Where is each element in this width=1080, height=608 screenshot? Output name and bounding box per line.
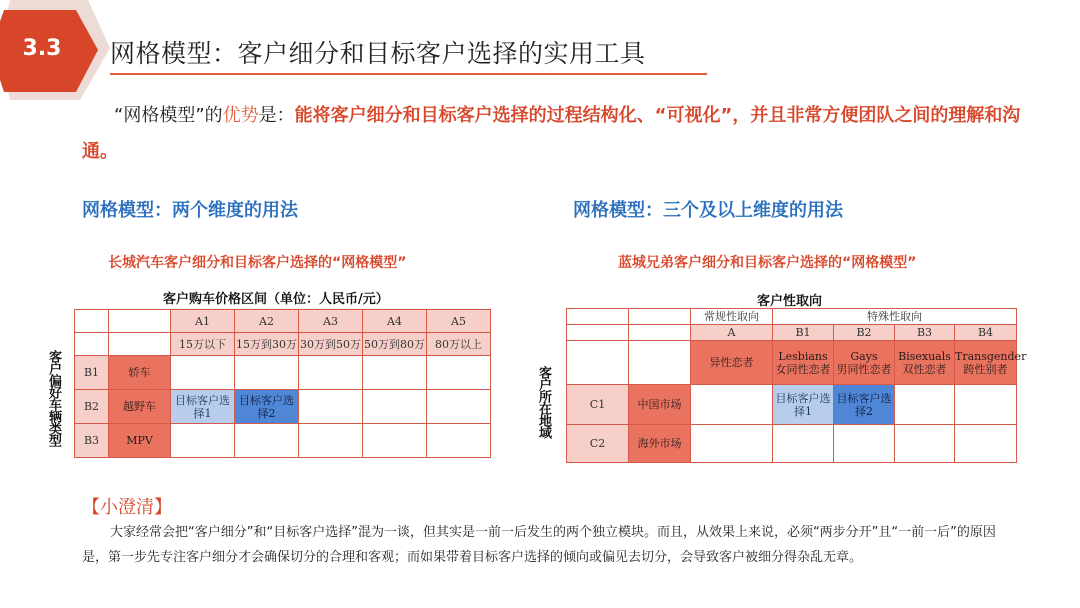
row-code: B3 bbox=[75, 424, 109, 458]
column-label-cn: 男同性恋者 bbox=[836, 362, 892, 376]
intro-highlight: 优势 bbox=[222, 105, 259, 126]
column-code: B3 bbox=[895, 325, 955, 341]
row-label: 越野车 bbox=[109, 390, 171, 424]
column-code: A1 bbox=[171, 310, 235, 333]
row-label: MPV bbox=[109, 424, 171, 458]
left-table-caption: 长城汽车客户细分和目标客户选择的“网格模型” bbox=[108, 255, 407, 271]
grid-cell bbox=[171, 356, 235, 390]
grid-cell bbox=[235, 424, 299, 458]
grid-cell bbox=[363, 356, 427, 390]
grid-cell bbox=[171, 424, 235, 458]
column-range: 15万以下 bbox=[171, 333, 235, 356]
corner-cell bbox=[629, 341, 691, 385]
right-grid-table bbox=[566, 308, 1027, 463]
column-label bbox=[773, 341, 834, 385]
column-label bbox=[895, 341, 955, 385]
grid-cell bbox=[834, 425, 895, 463]
left-section-title: 网格模型：两个维度的用法 bbox=[82, 200, 298, 221]
right-y-axis-title: 客户所在地域 bbox=[536, 366, 551, 438]
column-code: B4 bbox=[955, 325, 1017, 341]
target-cell-1: 目标客户选择1 bbox=[773, 385, 834, 425]
column-label-cn: 女同性恋者 bbox=[775, 362, 831, 376]
row-code: B2 bbox=[75, 390, 109, 424]
column-range: 80万以上 bbox=[427, 333, 491, 356]
corner-cell bbox=[75, 310, 109, 333]
corner-cell bbox=[75, 333, 109, 356]
page-title: 网格模型：客户细分和目标客户选择的实用工具 bbox=[110, 39, 646, 68]
group-header-regular: 常规性取向 bbox=[691, 309, 773, 325]
corner-cell bbox=[109, 333, 171, 356]
left-x-axis-title: 客户购车价格区间（单位：人民币/元） bbox=[163, 292, 389, 307]
column-label-cn: 跨性别者 bbox=[963, 362, 1008, 376]
note-body bbox=[82, 520, 1012, 570]
intro-text-2: 是： bbox=[258, 105, 295, 126]
column-code: B1 bbox=[773, 325, 834, 341]
intro-text-1: “网格模型”的 bbox=[114, 105, 223, 126]
grid-cell bbox=[427, 424, 491, 458]
grid-cell bbox=[427, 356, 491, 390]
corner-cell bbox=[567, 325, 629, 341]
column-code: A3 bbox=[299, 310, 363, 333]
corner-cell bbox=[567, 341, 629, 385]
grid-cell bbox=[955, 425, 1017, 463]
row-label: 海外市场 bbox=[629, 425, 691, 463]
grid-cell bbox=[299, 390, 363, 424]
intro-paragraph bbox=[82, 98, 1032, 170]
column-label-cn: 双性恋者 bbox=[902, 362, 947, 376]
grid-cell bbox=[895, 385, 955, 425]
column-label-en: Lesbians bbox=[778, 349, 828, 363]
grid-cell bbox=[427, 390, 491, 424]
right-section-title: 网格模型：三个及以上维度的用法 bbox=[573, 200, 843, 221]
grid-cell bbox=[363, 390, 427, 424]
column-code: A4 bbox=[363, 310, 427, 333]
grid-cell bbox=[299, 424, 363, 458]
column-range: 15万到30万 bbox=[235, 333, 299, 356]
right-table-caption: 蓝城兄弟客户细分和目标客户选择的“网格模型” bbox=[618, 255, 917, 271]
title-underline bbox=[110, 73, 707, 75]
target-cell-2: 目标客户选择2 bbox=[834, 385, 895, 425]
note-title: 【小澄清】 bbox=[82, 497, 172, 518]
section-number: 3.3 bbox=[22, 36, 62, 61]
target-cell-2: 目标客户选择2 bbox=[235, 390, 299, 424]
column-label bbox=[955, 341, 1027, 385]
grid-cell bbox=[691, 385, 773, 425]
corner-cell bbox=[567, 309, 629, 325]
group-header-special: 特殊性取向 bbox=[773, 309, 1017, 325]
right-x-axis-title: 客户性取向 bbox=[757, 294, 823, 309]
column-code: A2 bbox=[235, 310, 299, 333]
column-range: 50万到80万 bbox=[363, 333, 427, 356]
column-code: A bbox=[691, 325, 773, 341]
grid-cell bbox=[955, 385, 1017, 425]
column-label bbox=[834, 341, 895, 385]
corner-cell bbox=[109, 310, 171, 333]
row-code: B1 bbox=[75, 356, 109, 390]
intro-emphasis: 能将客户细分和目标客户选择的过程结构化、“可视化”，并且非常方便团队之间的理解和沟通。 bbox=[82, 105, 1021, 162]
target-cell-1: 目标客户选择1 bbox=[171, 390, 235, 424]
column-label-en: Gays bbox=[850, 349, 878, 363]
grid-cell bbox=[299, 356, 363, 390]
grid-cell bbox=[773, 425, 834, 463]
column-label-en: Bisexuals bbox=[898, 349, 951, 363]
left-y-axis-title: 客户偏好车辆类型 bbox=[46, 350, 61, 446]
left-grid-table bbox=[74, 309, 491, 458]
column-code: A5 bbox=[427, 310, 491, 333]
column-range: 30万到50万 bbox=[299, 333, 363, 356]
grid-cell bbox=[235, 356, 299, 390]
row-code: C1 bbox=[567, 385, 629, 425]
grid-cell bbox=[691, 425, 773, 463]
note-body-text: 大家经常会把“客户细分”和“目标客户选择”混为一谈，但其实是一前一后发生的两个独立模块。而且，从效果上来说，必须“两步分开”且“一前一后”的原因是，第一步先专注客户细分才会确保切分的合理和客观；而如果带着目标客户选择的倾向或偏见去切分，会导致客户被细分得杂乱无章。 bbox=[82, 525, 996, 565]
corner-cell bbox=[629, 309, 691, 325]
column-code: B2 bbox=[834, 325, 895, 341]
column-label-en: Transgender bbox=[955, 349, 1027, 363]
row-code: C2 bbox=[567, 425, 629, 463]
row-label: 中国市场 bbox=[629, 385, 691, 425]
grid-cell bbox=[895, 425, 955, 463]
corner-cell bbox=[629, 325, 691, 341]
row-label: 轿车 bbox=[109, 356, 171, 390]
column-label: 异性恋者 bbox=[691, 341, 773, 385]
grid-cell bbox=[363, 424, 427, 458]
